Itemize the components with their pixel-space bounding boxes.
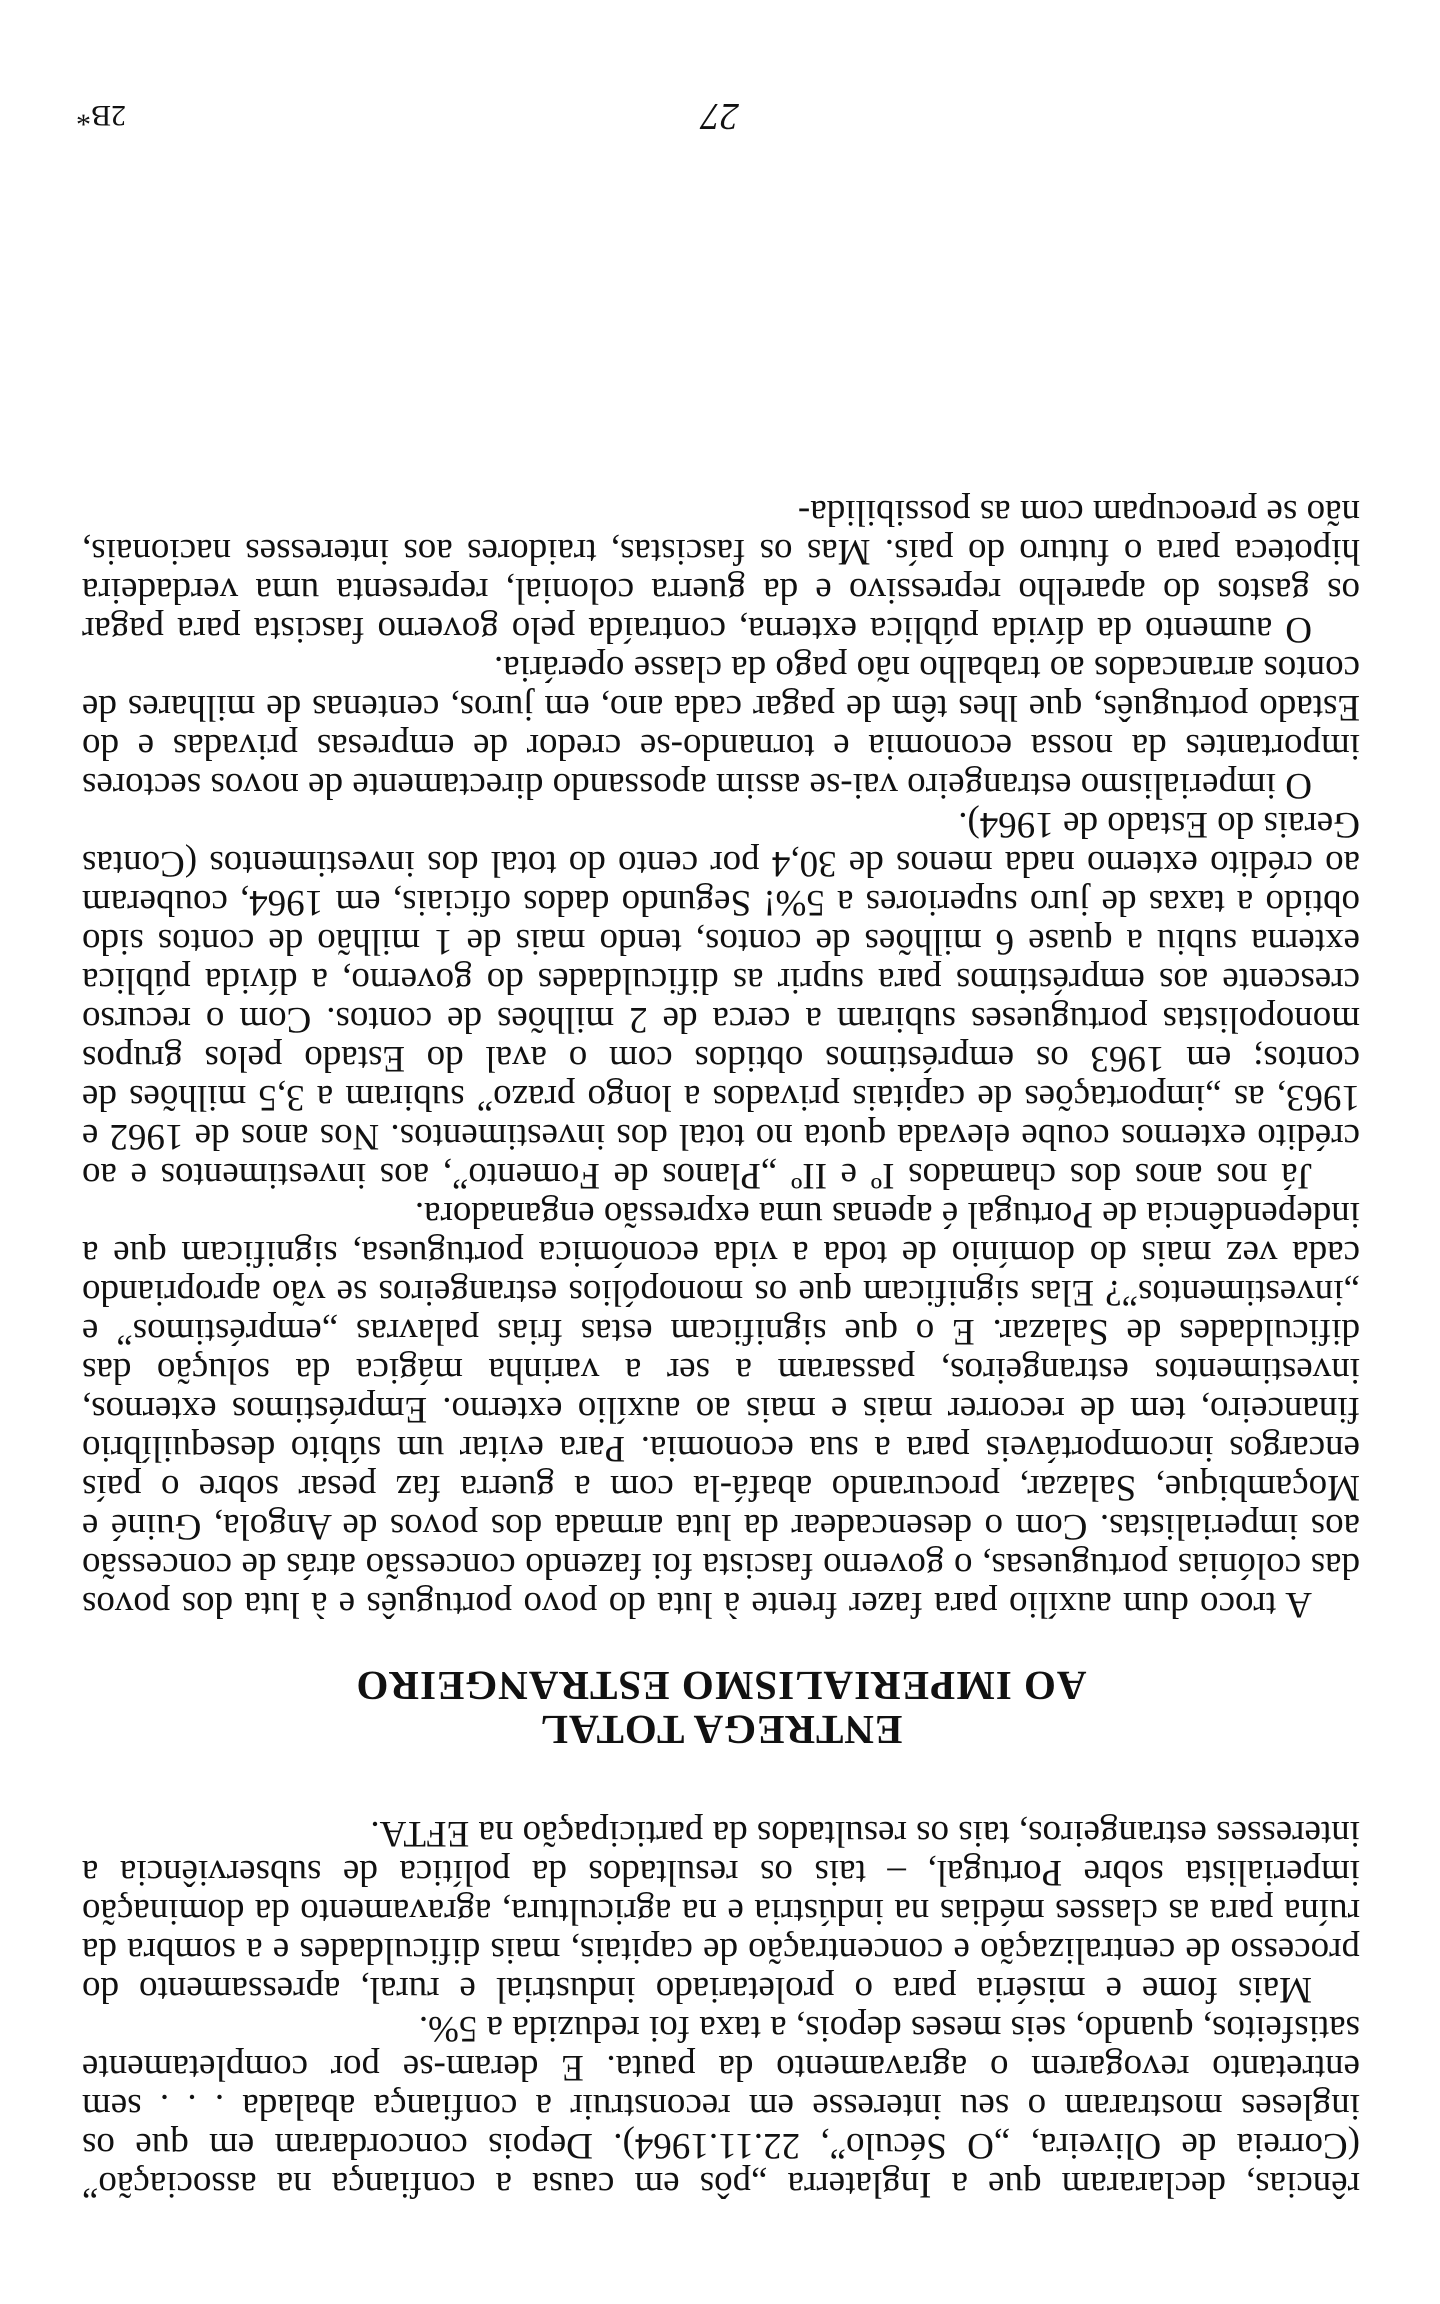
paragraph-consequences: Mais fome e miséria para o proletariado industrial e rural, apressamento do processo de centralização e concentração de capitais, mais dificuldades e a sombra da ruína para as classes médias na indústria e na agricultura, agravamento da dominação imperialista sobre Portugal, – tais os resultados da política de subserviência a interesses estrangeiros, tais os resultados da participação na EFTA. — [82, 1813, 1360, 2010]
page-number: 27 — [701, 95, 739, 137]
paragraph-foreign-imperialism: O imperialismo estrangeiro vai-se assim apossando directamente de novos sectores importantes da nossa economia e tornando-se credor de empresas privadas e do Estado português, que lhes têm de pagar cada ano, em juros, centenas de milhares de contos arrancados ao trabalho não pago da classe operária. — [82, 648, 1360, 806]
paragraph-public-debt: O aumento da dívida pública externa, contraída pelo governo fascista para pagar os gastos do aparelho repressivo e da guerra colonial, representa uma verdadeira hipoteca para o futuro do país. Mas os fascistas, traidores aos interesses nacionais, não se preocupam com as possibilida- — [82, 492, 1360, 650]
section-title-line-2: AO IMPERIALISMO ESTRANGEIRO — [355, 1663, 1087, 1709]
paragraph-external-aid: A troco dum auxílio para fazer frente à luta do povo português e à luta dos povos das colónias portuguesas, o governo fascista foi fazendo concessão atrás de concessão aos imperialistas. Com o desencadear da luta armada dos povos de Angola, Guiné e Moçambique, Salazar, procurando abafá-la com a guerra faz pesar sobre o país encargos incomportáveis para a sua economia. Para evitar um súbito desequilíbrio financeiro, tem de recorrer mais e mais ao auxílio externo. Empréstimos externos, investimentos estrangeiros, passaram a ser a varinha mágica da solução das dificuldades de Salazar. E o que significam estas frias palavras „empréstimos” e „investimentos”? Elas significam que os monopólios estrangeiros se vão apropriando cada vez mais do domínio de toda a vida económica portuguesa, significam que a independência de Portugal é apenas uma expressão enganadora. — [82, 1194, 1360, 1625]
page-body — [82, 493, 1360, 2204]
paragraph-continuation: rências, declararam que a Inglaterra „pôs em causa a confiança na associação” (Correia de Oliveira, „O Século”, 22.11.1964). Depois concordaram em que os ingleses mostraram o seu interesse em reconstruir a confiança abalada . . . sem entretanto revogarem o agravamento da pauta. E deram-se por completamente satisfeitos, quando, seis meses depois, a taxa foi reduzida a 5%. — [82, 2008, 1360, 2205]
sheet-mark: 2B* — [75, 99, 126, 132]
section-title-line-1: ENTREGA TOTAL — [539, 1707, 903, 1753]
paragraph-development-plans: Já nos anos dos chamados Iº e IIº „Planos de Fomento”, aos investimentos e ao crédito externos coube elevada quota no total dos investimentos. Nos anos de 1962 e 1963, as „importações de capitais privados a longo prazo” subiram a 3,5 milhões de contos; em 1963 os empréstimos obtidos com o aval do Estado pelos grupos monopolistas portugueses subiram a cerca de 2 milhões de contos. Com o recurso crescente aos empréstimos para suprir as dificuldades do governo, a dívida pública externa subiu a quase 6 milhões de contos, tendo mais de 1 milhão de contos sido obtido a taxas de juro superiores a 5%! Segundo dados oficiais, em 1964, couberam ao crédito externo nada menos de 30,4 por cento do total dos investimentos (Contas Gerais do Estado de 1964). — [82, 804, 1360, 1196]
